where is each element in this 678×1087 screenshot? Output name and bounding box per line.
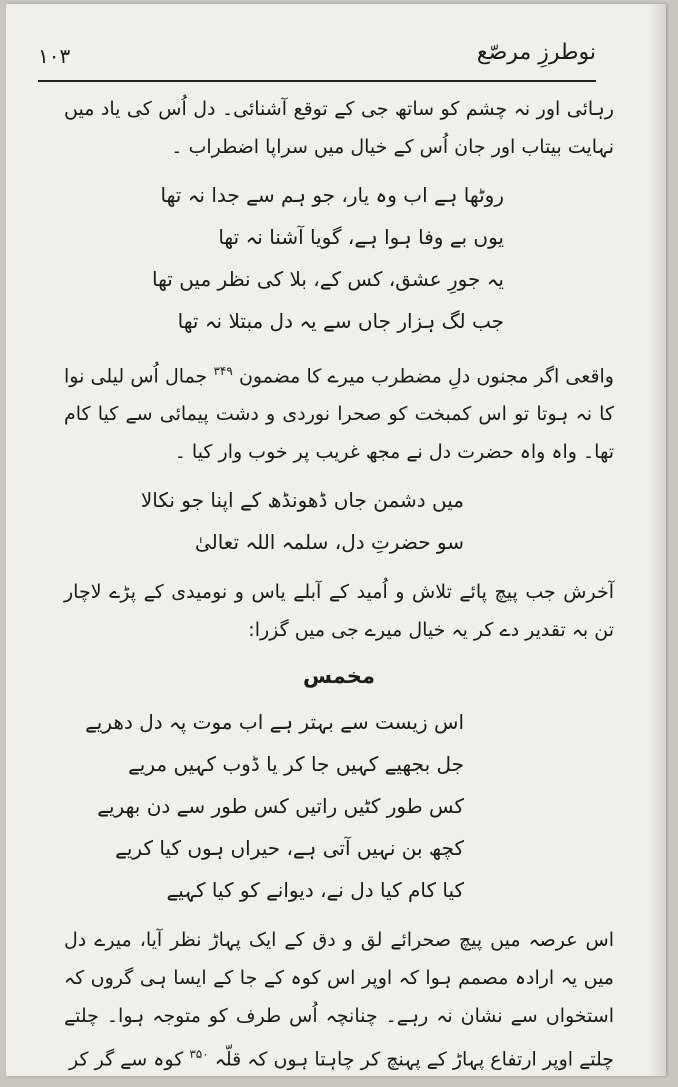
running-title: نوطرزِ مرصّع — [476, 40, 596, 65]
verse-line: اس زیست سے بہتر ہے اب موت پہ دل دھریے — [85, 710, 464, 735]
verse-line: میں دشمن جاں ڈھونڈھ کے اپنا جو نکالا — [140, 488, 464, 513]
verse-line: جل بجھیے کہیں جا کر یا ڈوب کہیں مریے — [128, 752, 464, 777]
verse-line: کیا کام کیا دل نے، دیوانے کو کیا کہیے — [166, 878, 464, 903]
verse-block-1 — [64, 174, 614, 342]
paragraph-2 — [64, 352, 614, 471]
verse-block-2 — [64, 479, 614, 563]
paragraph-2-start: واقعی اگر مجنوں دلِ مضطرب میرے کا مضمون — [238, 365, 614, 388]
verse-line: کس طور کٹیں راتیں کس طور سے دن بھریے — [97, 794, 464, 819]
running-header — [38, 34, 596, 82]
spine-shadow — [648, 4, 666, 1076]
verse-block-3 — [64, 701, 614, 911]
verse-line: سو حضرتِ دل، سلمہ اللہ تعالیٰ — [194, 530, 464, 555]
paragraph-2-end: جمال اُس لیلی نوا کا نہ ہوتا تو اس کمبخت کو صحرا نوردی و دشت پیمائی سے کیا کام تھا۔ واہ واہ حضرت دل نے مجھ غریب پر خوب وار کیا ۔ — [64, 365, 614, 464]
book-page — [6, 4, 666, 1076]
verse-line: یہ جورِ عشق، کس کے، بلا کی نظر میں تھا — [151, 267, 504, 291]
footnote-marker: ۳۴۹ — [213, 364, 233, 378]
paragraph-4-start: اس عرصہ میں پیچ صحرائے لق و دق کے ایک پہاڑ نظر آیا، میرے دل میں یہ ارادہ مصمم ہوا کہ اوپر اس کوہ کے جا کے ایسا ہی گروں کہ استخواں سے نشان نہ رہے۔ چنانچہ اُس طرف کو متوجہ ہوا۔ چلتے چلتے اوپر ارتفاع پہاڑ کے پہنچ کر چاہتا ہوں کہ قلّہ — [64, 929, 614, 1071]
page-body — [64, 90, 614, 1087]
paragraph-1: رہائی اور نہ چشم کو ساتھ جی کے توقع آشنائی۔ دل اُس کی یاد میں نہایت بیتاب اور جان اُس کے خیال میں سراپا اضطراب ۔ — [64, 98, 614, 158]
verse-line: کچھ بن نہیں آتی ہے، حیراں ہوں کیا کریے — [115, 836, 464, 861]
paragraph-3: آخرش جب پیچ پائے تلاش و اُمید کے آبلے یاس و نومیدی کے پڑے لاچار تن بہ تقدیر دے کر یہ خیال میرے جی میں گزرا: — [64, 581, 614, 642]
verse-line: یوں بے وفا ہوا ہے، گویا آشنا نہ تھا — [218, 225, 504, 249]
footnote-marker: ۳۵۰ — [189, 1047, 209, 1062]
verse-line: روٹھا ہے اب وہ یار، جو ہم سے جدا نہ تھا — [160, 183, 504, 207]
section-heading: مخمس — [303, 664, 375, 689]
verse-line: جب لگ ہزار جاں سے یہ دل مبتلا نہ تھا — [177, 309, 504, 333]
paragraph-4 — [64, 921, 614, 1078]
paragraph-4-end: کوہ سے گر کر — [69, 1048, 184, 1071]
page-number: ۱۰۳ — [38, 44, 71, 68]
